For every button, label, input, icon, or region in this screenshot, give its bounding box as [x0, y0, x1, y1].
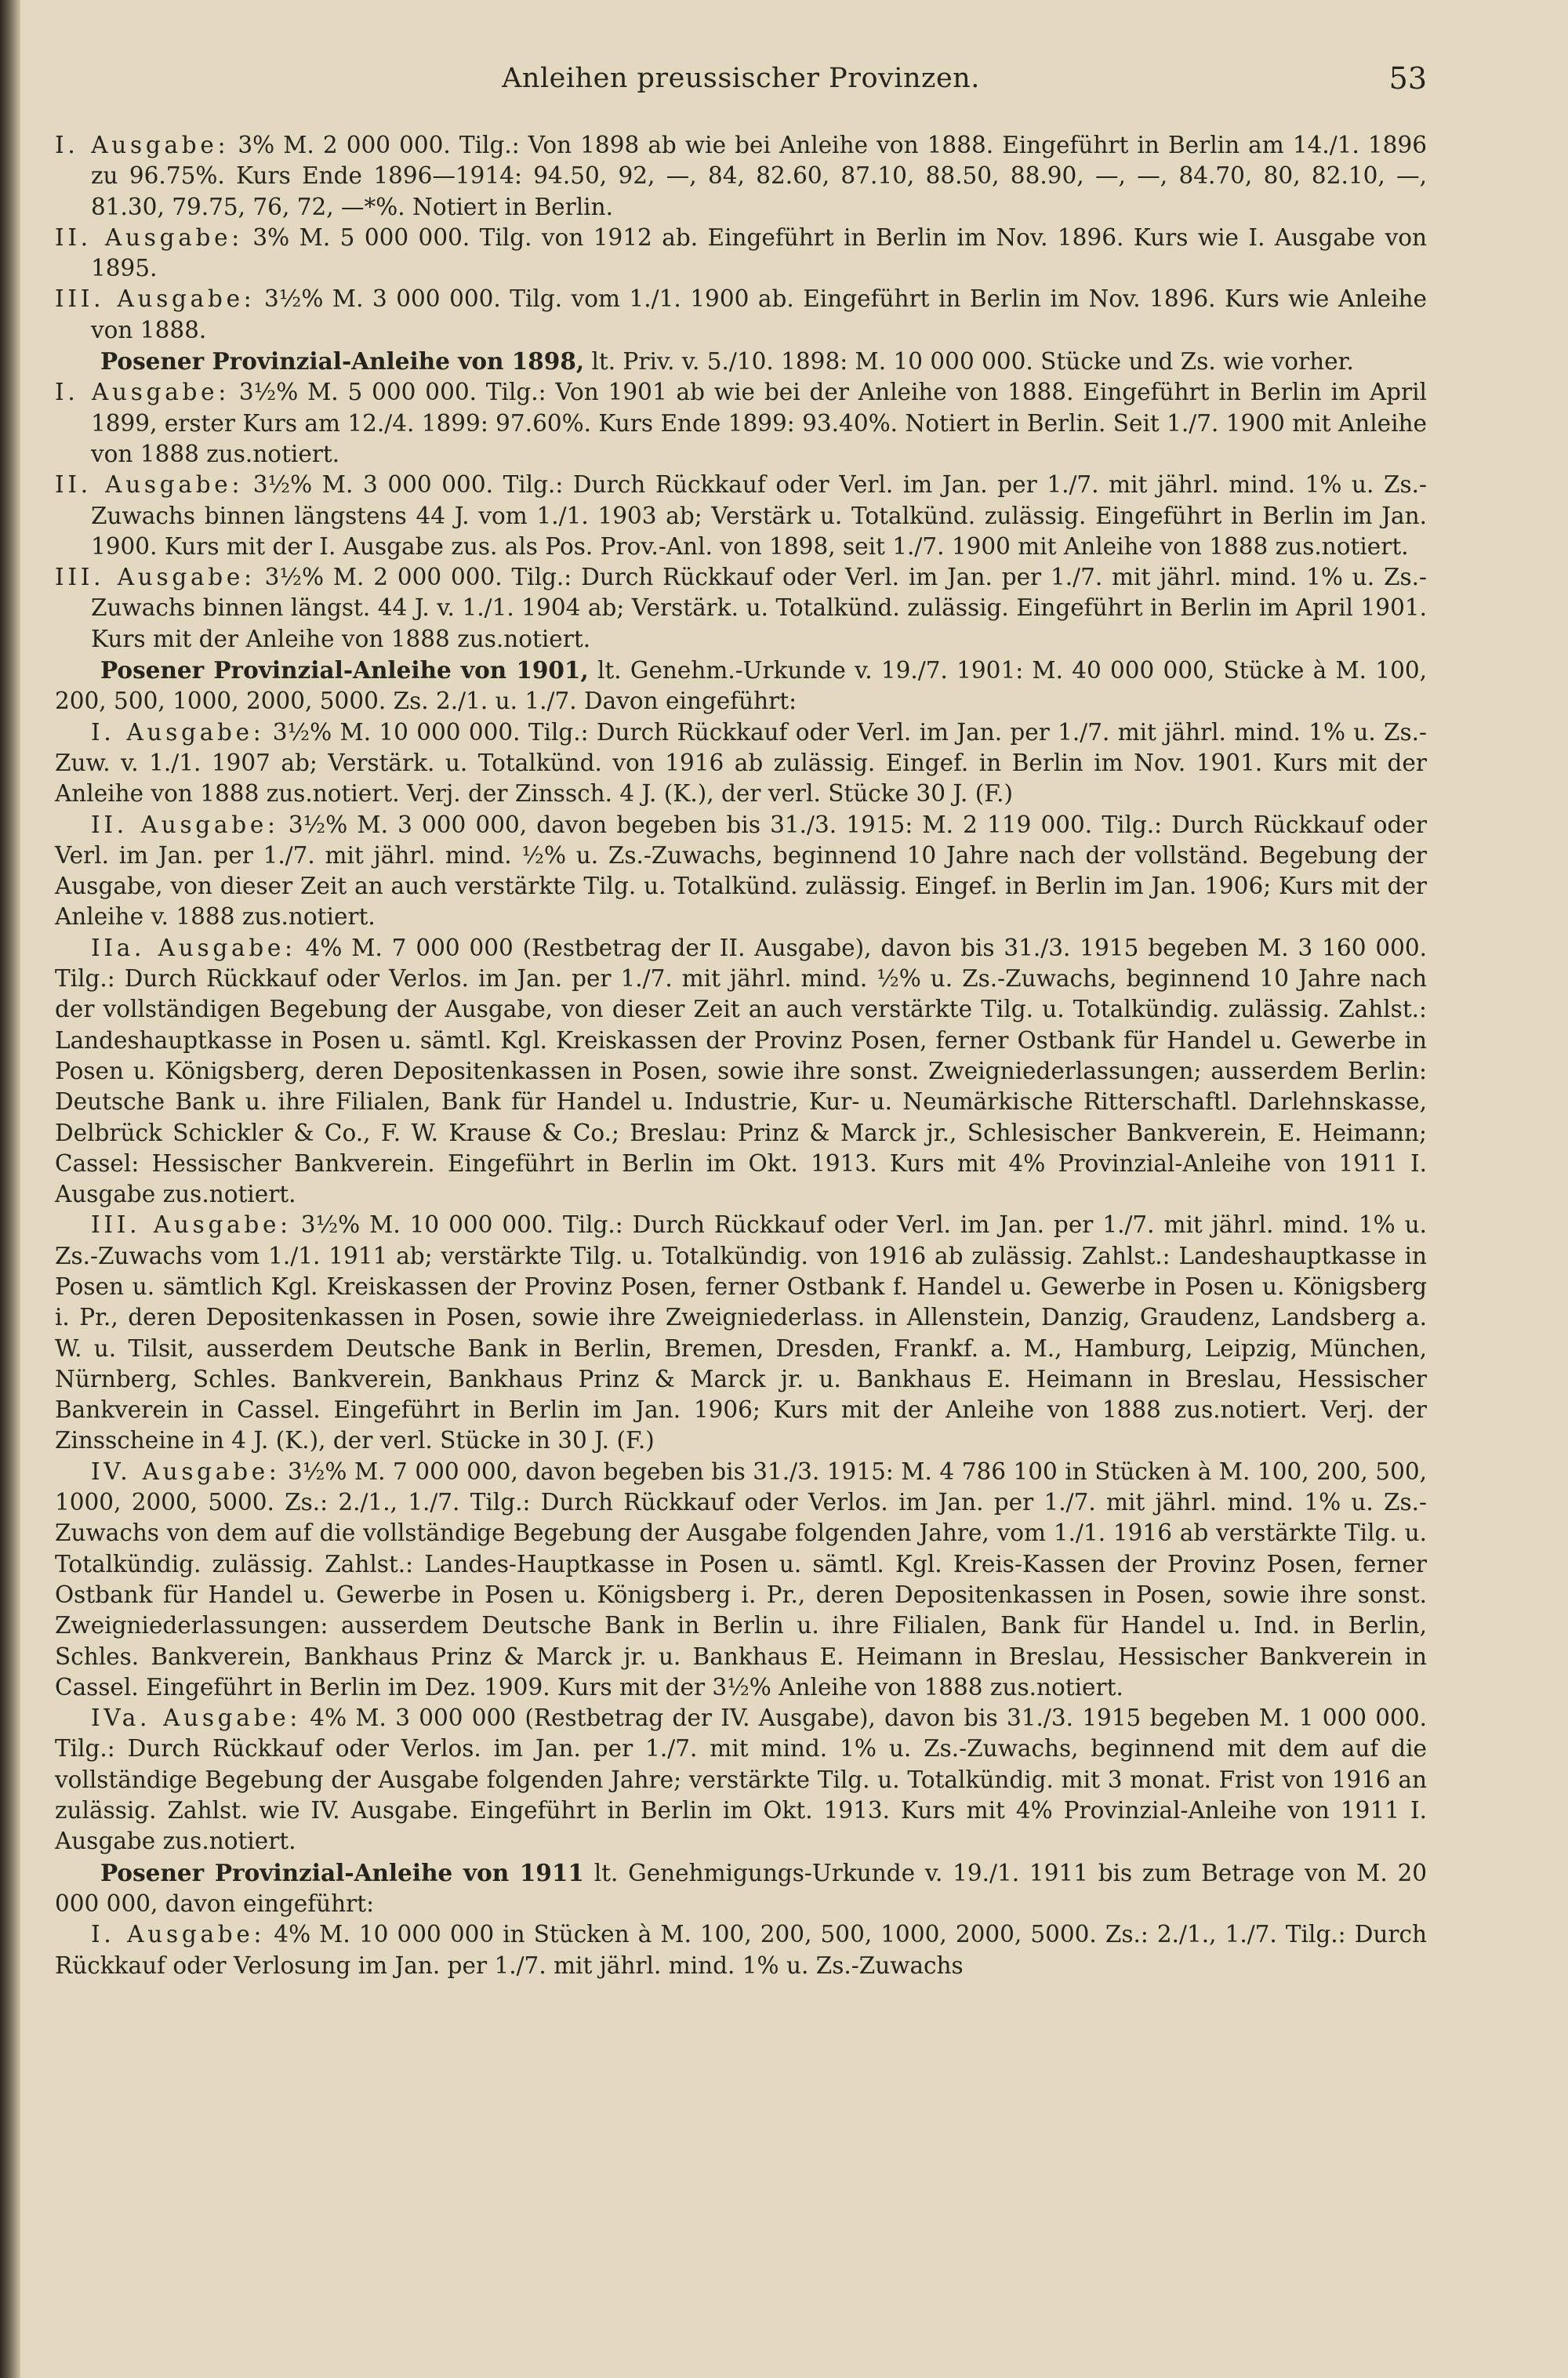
- paragraph: [55, 562, 1427, 655]
- page-number: 53: [1388, 61, 1427, 96]
- paragraph-text: 3½% M. 7 000 000, davon begeben bis 31./3. 1915: M. 4 786 100 in Stücken à M. 100, 200, 500, 1000, 2000, 5000. Zs.: 2./1., 1./7. Tilg.: Durch Rückkauf oder Verlos. im Jan. per 1./7. mit jährl. mind. 1% u. Zs.-Zuwachs von dem auf die vollständige Begebung der Ausgabe folgenden Jahre, vom 1./1. 1916 ab verstärkte Tilg. u. Totalkündig. zulässig. Zahlst.: Landes-Hauptkasse in Posen u. sämtl. Kgl. Kreis-Kassen der Provinz Posen, ferner Ostbank für Handel u. Gewerbe in Posen u. Königsberg i. Pr., deren Depositenkassen in Posen, sowie ihre sonst. Zweigniederlassungen: ausserdem Deutsche Bank in Berlin u. ihre Filialen, Bank für Handel u. Ind. in Berlin, Schles. Bankverein, Bankhaus Prinz & Marck jr. u. Bankhaus E. Heimann in Breslau, Hessischer Bankverein in Cassel. Eingeführt in Berlin im Dez. 1909. Kurs mit der 3½% Anleihe von 1888 zus.notiert.: [55, 1458, 1427, 1701]
- issue-label: I. Ausgabe:: [55, 379, 230, 406]
- paragraph: [55, 1703, 1427, 1857]
- paragraph-text: 3½% M. 5 000 000. Tilg.: Von 1901 ab wie bei der Anleihe von 1888. Eingeführt in Berlin im April 1899, erster Kurs am 12./4. 1899: 97.60%. Kurs Ende 1899: 93.40%. Notiert in Berlin. Seit 1./7. 1900 mit Anleihe von 1888 zus.notiert.: [91, 379, 1427, 467]
- paragraph-text: 4% M. 3 000 000 (Restbetrag der IV. Ausgabe), davon bis 31./3. 1915 begeben M. 1 000 000. Tilg.: Durch Rückkauf oder Verlos. im Jan. per 1./7. mit mind. 1% u. Zs.-Zuwachs, beginnend mit dem auf die vollständige Begebung der Ausgabe folgenden Jahre; verstärkte Tilg. u. Totalkündig. mit 3 monat. Frist von 1916 an zulässig. Zahlst. wie IV. Ausgabe. Eingeführt in Berlin im Okt. 1913. Kurs mit 4% Provinzial-Anleihe von 1911 I. Ausgabe zus.notiert.: [55, 1705, 1427, 1855]
- body-text: [55, 130, 1427, 1981]
- paragraph-text: 4% M. 10 000 000 in Stücken à M. 100, 200, 500, 1000, 2000, 5000. Zs.: 2./1., 1./7. Tilg.: Durch Rückkauf oder Verlosung im Jan. per 1./7. mit jährl. mind. 1% u. Zs.-Zuwachs: [55, 1921, 1427, 1979]
- issue-label: II. Ausgabe:: [91, 811, 279, 838]
- paragraph: [55, 377, 1427, 470]
- issue-label: III. Ausgabe:: [55, 564, 256, 591]
- paragraph: [55, 470, 1427, 562]
- issue-label: II. Ausgabe:: [55, 471, 244, 499]
- loan-heading: Posener Provinzial-Anleihe von 1901,: [100, 656, 589, 684]
- paragraph: [55, 1457, 1427, 1703]
- paragraph: [55, 1210, 1427, 1456]
- paragraph: [55, 130, 1427, 223]
- paragraph-text: lt. Priv. v. 5./10. 1898: M. 10 000 000. Stücke und Zs. wie vorher.: [591, 348, 1354, 376]
- paragraph-text: 3½% M. 10 000 000. Tilg.: Durch Rückkauf oder Verl. im Jan. per 1./7. mit jährl. mind. 1% u. Zs.-Zuw. v. 1./1. 1907 ab; Verstärk. u. Totalkünd. von 1916 ab zulässig. Eingef. in Berlin im Nov. 1901. Kurs mit der Anleihe von 1888 zus.notiert. Verj. der Zinssch. 4 J. (K.), der verl. Stücke 30 J. (F.): [55, 718, 1427, 808]
- issue-label: IVa. Ausgabe:: [91, 1705, 302, 1732]
- issue-label: III. Ausgabe:: [55, 285, 256, 313]
- page-header: [55, 63, 1427, 108]
- paragraph-text: 3½% M. 10 000 000. Tilg.: Durch Rückkauf oder Verl. im Jan. per 1./7. mit jährl. mind. 1% u. Zs.-Zuwachs vom 1./1. 1911 ab; verstärkte Tilg. u. Totalkündig. von 1916 ab zulässig. Zahlst.: Landeshauptkasse in Posen u. sämtlich Kgl. Kreiskassen der Provinz Posen, ferner Ostbank f. Handel u. Gewerbe in Posen u. Königsberg i. Pr., deren Depositenkassen in Posen, sowie ihre Zweigniederlass. in Allenstein, Danzig, Graudenz, Landsberg a. W. u. Tilsit, ausserdem Deutsche Bank in Berlin, Bremen, Dresden, Frankf. a. M., Hamburg, Leipzig, München, Nürnberg, Schles. Bankverein, Bankhaus Prinz & Marck jr. u. Bankhaus E. Heimann in Breslau, Hessischer Bankverein in Cassel. Eingeführt in Berlin im Jan. 1906; Kurs mit der Anleihe von 1888 zus.notiert. Verj. der Zinsscheine in 4 J. (K.), der verl. Stücke in 30 J. (F.): [55, 1211, 1427, 1454]
- paragraph-text: 3½% M. 3 000 000, davon begeben bis 31./3. 1915: M. 2 119 000. Tilg.: Durch Rückkauf oder Verl. im Jan. per 1./7. mit jährl. mind. ½% u. Zs.-Zuwachs, beginnend 10 Jahre nach der vollständ. Begebung der Ausgabe, von dieser Zeit an auch verstärkte Tilg. u. Totalkünd. zulässig. Eingef. in Berlin im Jan. 1906; Kurs mit der Anleihe v. 1888 zus.notiert.: [55, 811, 1427, 931]
- paragraph: [55, 223, 1427, 285]
- issue-label: I. Ausgabe:: [91, 718, 265, 746]
- paragraph: [55, 1857, 1427, 1920]
- paragraph: [55, 1919, 1427, 1981]
- paragraph: [55, 655, 1427, 717]
- loan-heading: Posener Provinzial-Anleihe von 1898,: [100, 347, 585, 376]
- issue-label: III. Ausgabe:: [91, 1211, 292, 1239]
- loan-heading: Posener Provinzial-Anleihe von 1911: [100, 1858, 584, 1886]
- issue-label: I. Ausgabe:: [55, 132, 230, 158]
- paragraph-text: lt. Genehm.-Urkunde v. 19./7. 1901: M. 40 000 000, Stücke à M. 100, 200, 500, 1000, 2000, 5000. Zs. 2./1. u. 1./7. Davon eingeführt:: [55, 657, 1427, 715]
- running-title: Anleihen preussischer Provinzen.: [502, 63, 980, 94]
- paragraph: [55, 284, 1427, 346]
- paragraph-text: 3½% M. 3 000 000. Tilg. vom 1./1. 1900 ab. Eingeführt in Berlin im Nov. 1896. Kurs wie Anleihe von 1888.: [91, 285, 1427, 343]
- issue-label: I. Ausgabe:: [91, 1921, 266, 1948]
- issue-label: II. Ausgabe:: [55, 223, 243, 251]
- paragraph-text: 3% M. 5 000 000. Tilg. von 1912 ab. Eingeführt in Berlin im Nov. 1896. Kurs wie I. Ausgabe von 1895.: [91, 223, 1427, 282]
- paragraph-text: 3½% M. 2 000 000. Tilg.: Durch Rückkauf oder Verl. im Jan. per 1./7. mit jährl. mind. 1% u. Zs.-Zuwachs binnen längst. 44 J. v. 1./1. 1904 ab; Verstärk. u. Totalkünd. zulässig. Eingeführt in Berlin im April 1901. Kurs mit der Anleihe von 1888 zus.notiert.: [91, 564, 1427, 652]
- paragraph-text: lt. Genehmigungs-Urkunde v. 19./1. 1911 bis zum Betrage von M. 20 000 000, davon eingeführt:: [55, 1859, 1427, 1917]
- document-page: [55, 63, 1427, 1981]
- paragraph: [55, 717, 1427, 810]
- paragraph: [55, 346, 1427, 377]
- paragraph-text: 3½% M. 3 000 000. Tilg.: Durch Rückkauf oder Verl. im Jan. per 1./7. mit jährl. mind. 1% u. Zs.-Zuwachs binnen längstens 44 J. vom 1./1. 1903 ab; Verstärk u. Totalkünd. zulässig. Eingeführt in Berlin im Jan. 1900. Kurs mit der I. Ausgabe zus. als Pos. Prov.-Anl. von 1898, seit 1./7. 1900 mit Anleihe von 1888 zus.notiert.: [91, 471, 1427, 560]
- paragraph-text: 3% M. 2 000 000. Tilg.: Von 1898 ab wie bei Anleihe von 1888. Eingeführt in Berlin am 14./1. 1896 zu 96.75%. Kurs Ende 1896—1914: 94.50, 92, —, 84, 82.60, 87.10, 88.50, 88.90, —, —, 84.70, 80, 82.10, —, 81.30, 79.75, 76, 72, —*%. Notiert in Berlin.: [91, 132, 1427, 220]
- issue-label: IIa. Ausgabe:: [91, 934, 296, 961]
- issue-label: IV. Ausgabe:: [91, 1458, 281, 1485]
- paragraph: [55, 933, 1427, 1211]
- book-gutter-shadow: [0, 0, 20, 2378]
- paragraph: [55, 810, 1427, 933]
- paragraph-text: 4% M. 7 000 000 (Restbetrag der II. Ausgabe), davon bis 31./3. 1915 begeben M. 3 160 000. Tilg.: Durch Rückkauf oder Verlos. im Jan. per 1./7. mit jährl. mind. ½% u. Zs.-Zuwachs, beginnend 10 Jahre nach der vollständigen Begebung der Ausgabe, von dieser Zeit an auch verstärkte Tilg. u. Totalkündig. zulässig. Zahlst.: Landeshauptkasse in Posen u. sämtl. Kgl. Kreiskassen der Provinz Posen, ferner Ostbank für Handel u. Gewerbe in Posen u. Königsberg, deren Depositenkassen in Posen, sowie ihre sonst. Zweigniederlassungen; ausserdem Berlin: Deutsche Bank u. ihre Filialen, Bank für Handel u. Industrie, Kur- u. Neumärkische Ritterschaftl. Darlehnskasse, Delbrück Schickler & Co., F. W. Krause & Co.; Breslau: Prinz & Marck jr., Schlesischer Bankverein, E. Heimann; Cassel: Hessischer Bankverein. Eingeführt in Berlin im Okt. 1913. Kurs mit 4% Provinzial-Anleihe von 1911 I. Ausgabe zus.notiert.: [55, 934, 1428, 1208]
